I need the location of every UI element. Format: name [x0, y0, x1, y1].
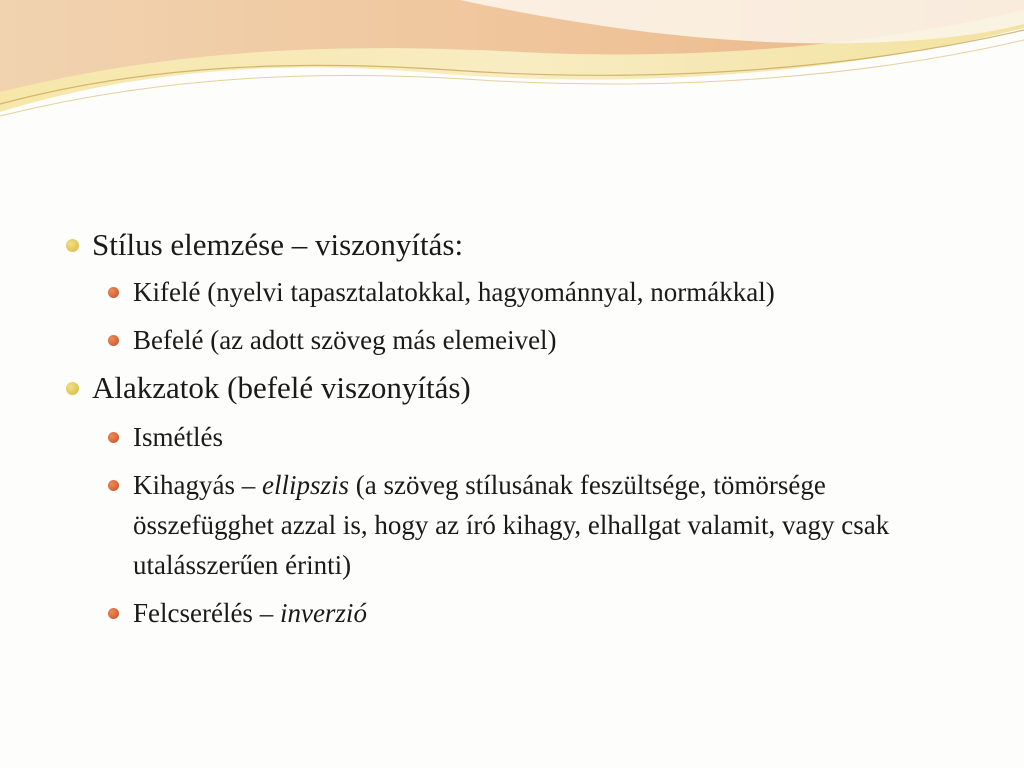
bullet-level2 [62, 272, 962, 312]
bullet-text-suffix: (a szöveg stílusának feszültsége, tömörsége összefügghet azzal is, hogy az író kihagy, elhallgat valamit, vagy csak utalásszerűen érinti) [133, 470, 890, 580]
bullet-text-italic-term: ellipszis [261, 470, 349, 500]
bullet-dot-orange [108, 608, 119, 619]
bullet-text: Stílus elemzése – viszonyítás: [92, 227, 464, 262]
bullet-level1 [62, 226, 962, 264]
bullet-level2 [62, 593, 962, 633]
bullet-text: Alakzatok (befelé viszonyítás) [92, 370, 471, 405]
bullet-level2 [62, 465, 962, 585]
bullet-text: Kifelé (nyelvi tapasztalatokkal, hagyománnyal, normákkal) [133, 277, 775, 307]
bullet-text-italic-term: inverzió [279, 598, 367, 628]
decorative-wave-banner [0, 0, 1024, 130]
bullet-dot-orange [108, 432, 119, 443]
slide-body [62, 226, 962, 633]
bullet-dot-orange [108, 287, 119, 298]
bullet-level2 [62, 417, 962, 457]
bullet-text: Befelé (az adott szöveg más elemeivel) [133, 325, 557, 355]
bullet-text-prefix: Felcserélés – [133, 598, 280, 628]
bullet-text-prefix: Kihagyás – [133, 470, 262, 500]
bullet-dot-orange [108, 480, 119, 491]
bullet-level2 [62, 320, 962, 360]
bullet-dot-yellow [66, 382, 79, 395]
bullet-text: Ismétlés [133, 422, 223, 452]
bullet-dot-orange [108, 335, 119, 346]
bullet-level1 [62, 369, 962, 407]
bullet-dot-yellow [66, 239, 79, 252]
